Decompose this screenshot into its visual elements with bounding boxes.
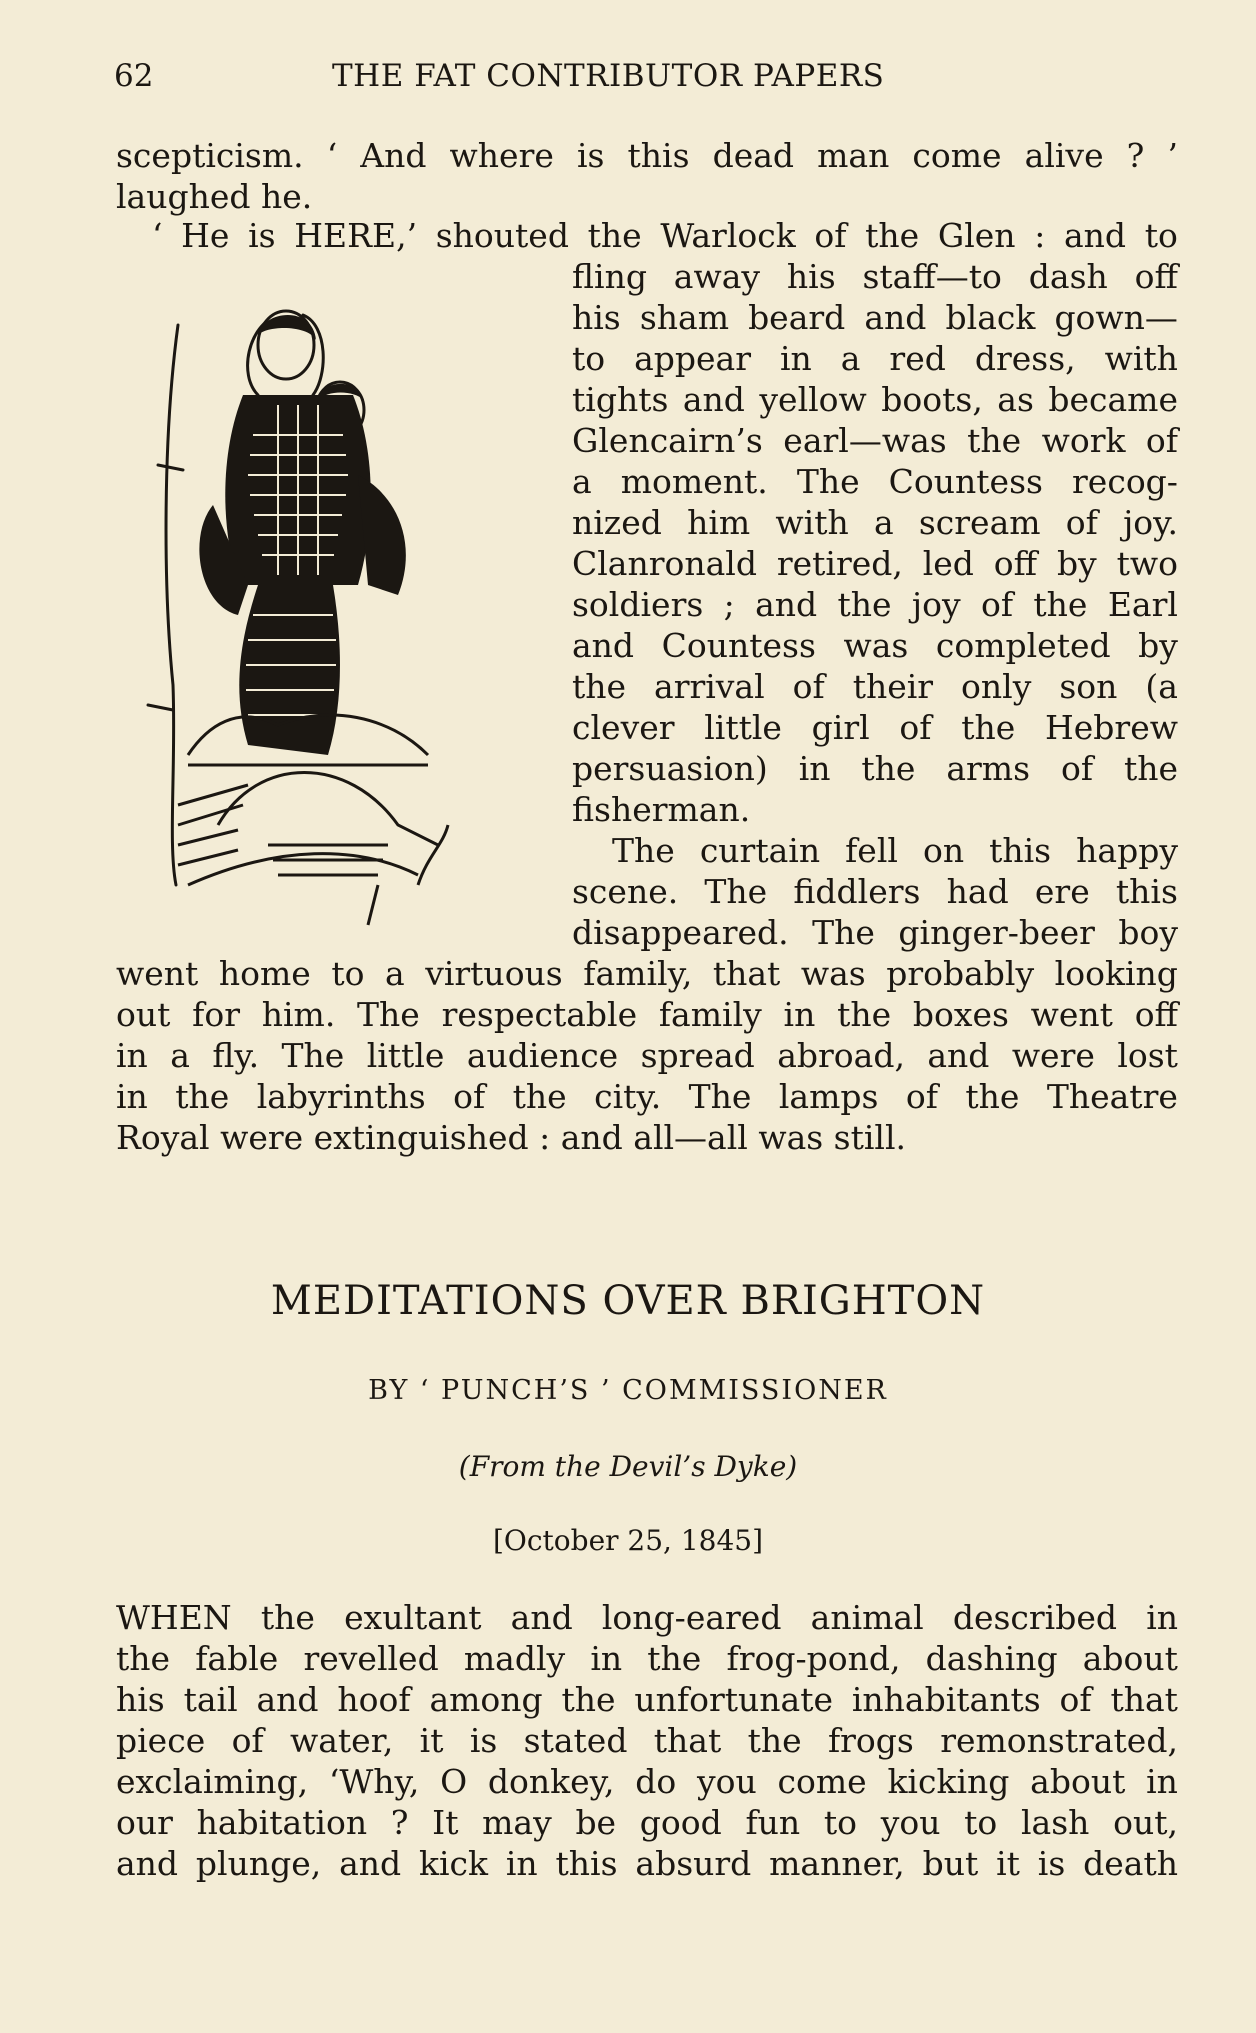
text-line: in the labyrinths of the city. The lamps of the Theatre — [116, 1077, 1178, 1116]
text-line: out for him. The respectable family in the boxes went off — [116, 995, 1178, 1034]
text-line: laughed he. — [116, 177, 313, 216]
text-line: persuasion) in the arms of the — [572, 749, 1178, 788]
text-line: in a fly. The little audience spread abroad, and were lost — [116, 1036, 1178, 1075]
running-title: THE FAT CONTRIBUTOR PAPERS — [332, 58, 885, 94]
text-line: and plunge, and kick in this absurd manner, but it is death — [116, 1844, 1178, 1883]
text-line: piece of water, it is stated that the frogs remonstrated, — [116, 1721, 1178, 1760]
text-line: and Countess was completed by — [572, 626, 1178, 665]
text-line: WHEN the exultant and long-eared animal described in — [116, 1598, 1178, 1637]
text-line: fling away his staff—to dash off — [572, 257, 1178, 296]
text-line: went home to a virtuous family, that was probably looking — [116, 954, 1178, 993]
text-line: the fable revelled madly in the frog-pond, dashing about — [116, 1639, 1178, 1678]
text-line: his sham beard and black gown— — [572, 298, 1178, 337]
text-line: scene. The fiddlers had ere this — [572, 872, 1178, 911]
text-line: his tail and hoof among the unfortunate inhabitants of that — [116, 1680, 1178, 1719]
page-header — [114, 58, 1176, 102]
page-number: 62 — [114, 58, 154, 94]
article-title: MEDITATIONS OVER BRIGHTON — [270, 1278, 986, 1324]
text-line: nized him with a scream of joy. — [572, 503, 1178, 542]
text-line: fisherman. — [572, 790, 751, 829]
text-line: disappeared. The ginger-beer boy — [572, 913, 1178, 952]
woodcut-illustration — [128, 285, 528, 935]
text-line: clever little girl of the Hebrew — [572, 708, 1178, 747]
text-line: a moment. The Countess recog- — [572, 462, 1178, 501]
text-line: scepticism. ‘ And where is this dead man come alive ? ’ — [116, 136, 1178, 175]
text-line: the arrival of their only son (a — [572, 667, 1178, 706]
text-line: our habitation ? It may be good fun to you to lash out, — [116, 1803, 1178, 1842]
text-line: Royal were extinguished : and all—all was still. — [116, 1118, 907, 1157]
article-date: [October 25, 1845] — [492, 1524, 764, 1557]
text-line: Clanronald retired, led off by two — [572, 544, 1178, 583]
text-line: exclaiming, ‘Why, O donkey, do you come kicking about in — [116, 1762, 1178, 1801]
text-line: Glencairn’s earl—was the work of — [572, 421, 1178, 460]
text-line: to appear in a red dress, with — [572, 339, 1178, 378]
text-line: tights and yellow boots, as became — [572, 380, 1178, 419]
text-line: ‘ He is HERE,’ shouted the Warlock of the Glen : and to — [152, 216, 1178, 255]
article-source: (From the Devil’s Dyke) — [458, 1450, 798, 1483]
text-line: The curtain fell on this happy — [612, 831, 1178, 870]
text-line: soldiers ; and the joy of the Earl — [572, 585, 1178, 624]
article-byline: BY ‘ PUNCH’S ’ COMMISSIONER — [368, 1375, 888, 1406]
